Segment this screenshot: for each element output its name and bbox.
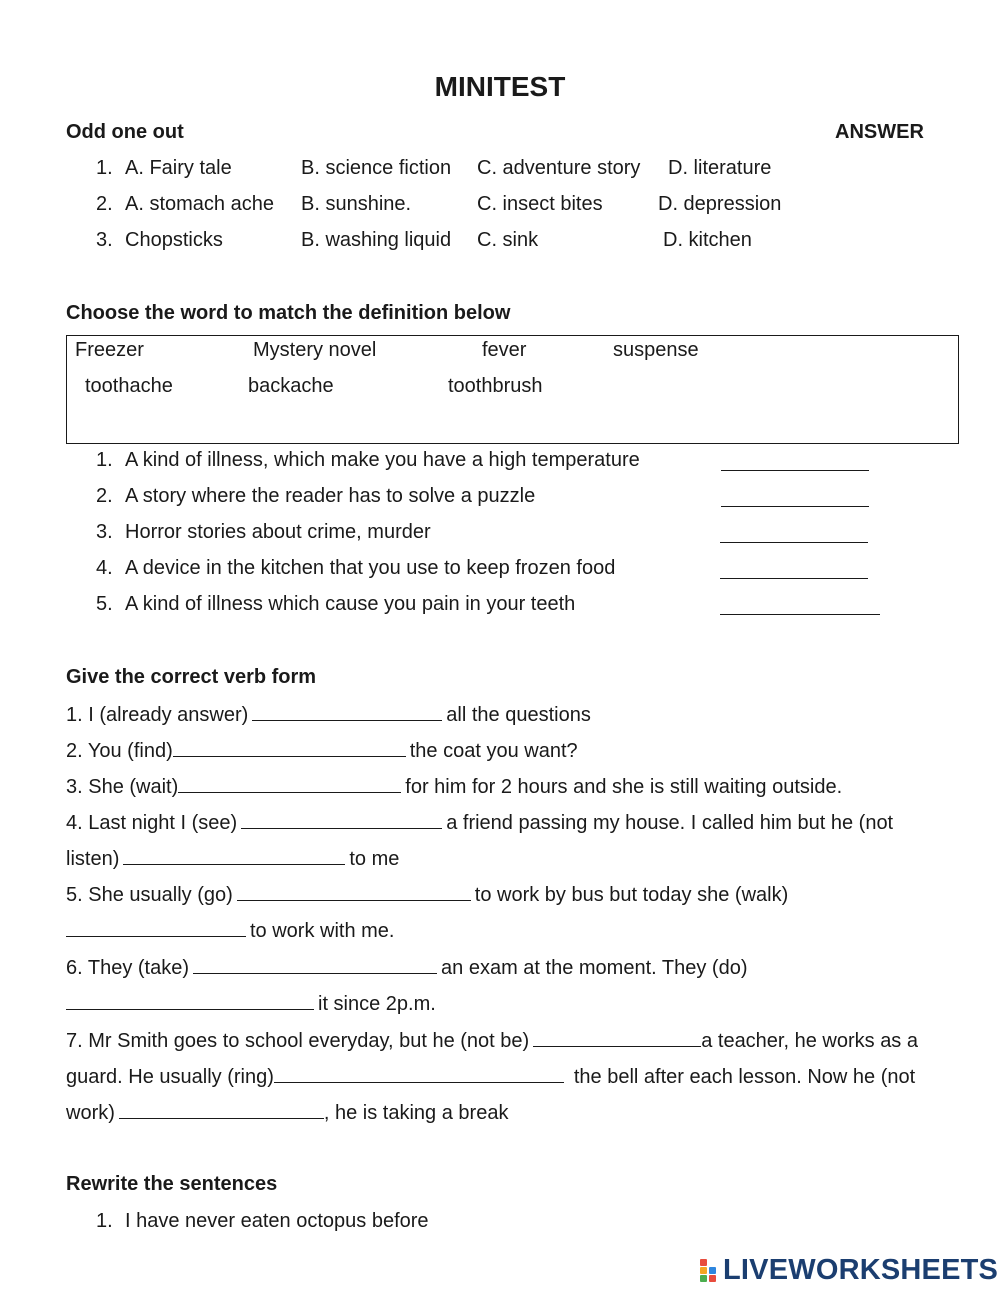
section-heading-verb-form: Give the correct verb form bbox=[66, 666, 317, 688]
option-b[interactable]: B. washing liquid bbox=[301, 229, 452, 251]
option-a[interactable]: Chopsticks bbox=[125, 229, 223, 251]
answer-blank[interactable] bbox=[720, 541, 868, 543]
logo-block-icon bbox=[700, 1259, 707, 1266]
answer-blank[interactable] bbox=[193, 954, 437, 974]
word-bank-item: toothache bbox=[85, 375, 173, 397]
word-bank-item: backache bbox=[248, 375, 334, 397]
page-title: MINITEST bbox=[434, 71, 566, 102]
item-number: 3. bbox=[96, 229, 113, 251]
definition-text: A device in the kitchen that you use to keep frozen food bbox=[125, 557, 616, 579]
answer-blank[interactable] bbox=[720, 613, 880, 615]
definition-text: A kind of illness, which make you have a high temperature bbox=[125, 449, 640, 471]
option-b[interactable]: B. science fiction bbox=[301, 157, 452, 179]
option-b[interactable]: B. sunshine. bbox=[301, 193, 412, 215]
verb-exercise-line: 7. Mr Smith goes to school everyday, but he (not be) a teacher, he works as a bbox=[66, 1027, 918, 1053]
answer-blank[interactable] bbox=[66, 917, 246, 937]
answer-blank[interactable] bbox=[173, 737, 406, 757]
answer-blank[interactable] bbox=[721, 505, 869, 507]
item-number: 3. bbox=[96, 521, 113, 543]
verb-exercise-line: work) , he is taking a break bbox=[66, 1099, 508, 1125]
answer-blank[interactable] bbox=[66, 990, 314, 1010]
option-d[interactable]: D. literature bbox=[668, 157, 772, 179]
option-d[interactable]: D. depression bbox=[658, 193, 782, 215]
word-bank-item: fever bbox=[482, 339, 527, 361]
option-a[interactable]: A. stomach ache bbox=[125, 193, 274, 215]
item-number: 1. bbox=[96, 157, 113, 179]
definition-text: Horror stories about crime, murder bbox=[125, 521, 431, 543]
answer-blank[interactable] bbox=[721, 469, 869, 471]
answer-blank[interactable] bbox=[178, 773, 401, 793]
section-heading-rewrite: Rewrite the sentences bbox=[66, 1173, 278, 1195]
verb-exercise-line: listen) to me bbox=[66, 845, 399, 871]
word-bank-item: Mystery novel bbox=[253, 339, 377, 361]
item-number: 4. bbox=[96, 557, 113, 579]
logo-block-icon bbox=[709, 1275, 716, 1282]
option-c[interactable]: C. sink bbox=[477, 229, 539, 251]
item-number: 1. bbox=[96, 449, 113, 471]
definition-text: A story where the reader has to solve a puzzle bbox=[125, 485, 536, 507]
definition-text: A kind of illness which cause you pain in your teeth bbox=[125, 593, 576, 615]
answer-blank[interactable] bbox=[237, 881, 471, 901]
word-bank-item: toothbrush bbox=[448, 375, 543, 397]
verb-exercise-line: 3. She (wait) for him for 2 hours and she is still waiting outside. bbox=[66, 773, 842, 799]
logo-block-icon bbox=[700, 1267, 707, 1274]
answer-blank[interactable] bbox=[123, 845, 345, 865]
answer-blank[interactable] bbox=[274, 1063, 564, 1083]
section-heading-definitions: Choose the word to match the definition below bbox=[66, 302, 511, 324]
verb-exercise-line: it since 2p.m. bbox=[66, 990, 436, 1016]
section-heading-odd-one-out: Odd one out bbox=[66, 121, 184, 143]
option-d[interactable]: D. kitchen bbox=[663, 229, 752, 251]
answer-blank[interactable] bbox=[119, 1099, 324, 1119]
option-c[interactable]: C. insect bites bbox=[477, 193, 603, 215]
answer-blank[interactable] bbox=[241, 809, 442, 829]
answer-blank[interactable] bbox=[533, 1027, 701, 1047]
answer-blank[interactable] bbox=[252, 701, 442, 721]
word-bank-item: Freezer bbox=[75, 339, 144, 361]
verb-exercise-line: 2. You (find) the coat you want? bbox=[66, 737, 578, 763]
answer-label: ANSWER bbox=[835, 121, 924, 143]
answer-blank[interactable] bbox=[720, 577, 868, 579]
verb-exercise-line: 4. Last night I (see) a friend passing my house. I called him but he (not bbox=[66, 809, 893, 835]
rewrite-sentence: I have never eaten octopus before bbox=[125, 1210, 429, 1232]
liveworksheets-logo bbox=[700, 1253, 999, 1287]
item-number: 1. bbox=[96, 1210, 113, 1232]
option-c[interactable]: C. adventure story bbox=[477, 157, 641, 179]
logo-block-icon bbox=[700, 1275, 707, 1282]
item-number: 2. bbox=[96, 485, 113, 507]
item-number: 2. bbox=[96, 193, 113, 215]
verb-exercise-line: 5. She usually (go) to work by bus but today she (walk) bbox=[66, 881, 788, 907]
verb-exercise-line: 6. They (take) an exam at the moment. They (do) bbox=[66, 954, 747, 980]
logo-text: LIVEWORKSHEETS bbox=[723, 1254, 999, 1286]
option-a[interactable]: A. Fairy tale bbox=[125, 157, 232, 179]
word-bank-item: suspense bbox=[613, 339, 699, 361]
item-number: 5. bbox=[96, 593, 113, 615]
verb-exercise-line: guard. He usually (ring) the bell after each lesson. Now he (not bbox=[66, 1063, 915, 1089]
verb-exercise-line: 1. I (already answer) all the questions bbox=[66, 701, 591, 727]
verb-exercise-line: to work with me. bbox=[66, 917, 394, 943]
logo-block-icon bbox=[709, 1267, 716, 1274]
